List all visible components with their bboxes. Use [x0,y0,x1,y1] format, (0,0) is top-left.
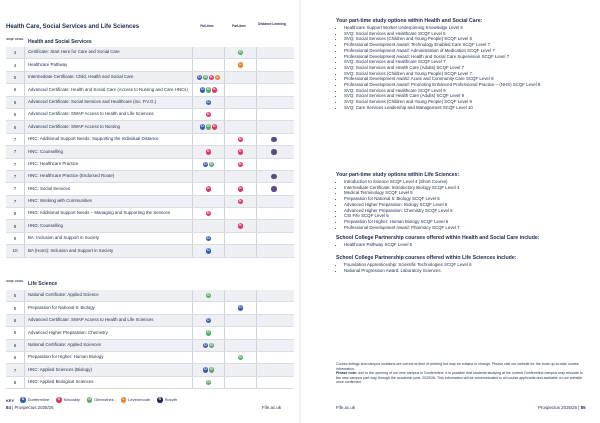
campus-dot-icon: D [201,124,204,129]
full-time-cell [192,171,224,182]
campus-dot-icon: G [88,397,91,402]
footer-separator: | [578,405,581,410]
table-row [6,327,294,339]
table-row [6,352,294,364]
scqf-level: 7 [6,159,25,170]
full-time-cell [192,59,224,70]
course-name: National Certificate: Applied Science [28,292,99,298]
campus-dot-icon: D [204,367,207,372]
course-name: Advanced Higher Preparation: Chemistry [28,329,108,335]
list-item: • Introduction to Science SCQF Level 4 (Short Course) [344,179,586,185]
scqf-level-label: SCQF LEVEL [6,279,24,283]
campus-dot-icon: G [207,292,210,297]
scqf-level: 5 [6,290,25,301]
key-item [121,397,150,402]
list-item: • SVQ: Social Services and Health Care (Adults) SCQF Level 9 [344,93,586,99]
campus-dot-icon: D [207,99,210,104]
distance-cell [256,233,291,244]
key-item [56,397,80,402]
distance-cell [256,364,291,375]
scqf-level: 7 [6,134,25,145]
table-row [6,245,294,257]
campus-dot-icon: D [207,248,210,253]
distance-cell [256,183,291,194]
table-row [6,97,294,109]
scqf-level: 8 [6,208,25,219]
table-row [6,220,294,232]
part-time-cell [224,72,256,83]
distance-cell [256,146,291,157]
distance-cell [256,109,291,120]
section-header-health [6,37,294,47]
scqf-level: 4 [6,59,25,70]
block-heading: School College Partnership courses offered within Life Sciences include: [336,255,517,261]
full-time-cell [192,340,224,351]
distance-cell [256,196,291,207]
part-time-cell [224,183,256,194]
list-item: • SVQ: Social Services and Healthcare SCQF Level 9 [344,88,586,94]
full-time-cell [192,196,224,207]
table-row [6,290,294,302]
course-name: Preparation for Higher: Human Biology [28,354,104,360]
section-header-life-science [6,279,294,289]
part-time-cell [224,352,256,363]
footer-prospectus: Prospectus 2025/26 [14,405,54,410]
campus-dot-icon [271,186,276,191]
campus-dot-icon: D [207,235,210,240]
campus-dot-icon: K [207,149,210,154]
distance-cell [256,340,291,351]
block-life-sciences-part-time [336,172,586,230]
table-row [6,183,294,195]
list-item: • Professional Development Award: Technology Enabled Care SCQF Level 7 [344,42,586,48]
course-name: HND: Additional Support Needs – Managing and Supporting the Services [28,210,171,216]
key-item [20,397,49,402]
footer-prospectus: Prospectus 2025/26 [538,405,578,410]
left-page [0,0,298,423]
course-name: Certificate: Start Here for Care and Social Care [28,49,120,55]
course-name: Preparation for National 5: Biology [28,304,95,310]
list-item: • SVQ: Social Services and Health Care (Adults) SCQF Level 7 [344,65,586,71]
scqf-level: 7 [6,183,25,194]
block-scp-health [336,235,586,248]
campus-dot-icon: G [210,161,213,166]
list-item: • SVQ: Care Services Leadership and Management SCQF Level 10 [344,105,586,111]
campus-dot-icon: R [158,397,162,402]
full-time-cell [192,134,224,145]
key-title: KEY [6,397,15,403]
table-row [6,315,294,327]
full-time-cell [192,109,224,120]
part-time-cell [224,233,256,244]
campus-dot-icon: K [210,74,213,79]
distance-cell [256,220,291,231]
distance-cell [256,97,291,108]
table-row [6,134,294,146]
full-time-cell [192,220,224,231]
campus-dot-icon: K [239,186,242,191]
table-row [6,109,294,121]
footer-right [538,405,586,415]
key-label: Kirkcaldy [63,397,80,403]
list-item: • Advanced Higher Preparation: Chemistry SCQF Level 6 [344,208,586,214]
list-item: • Professional Development Award: Health and Social Care Supervision SCQF Level 7 [344,54,586,60]
scqf-level-label: SCQF LEVEL [6,37,24,41]
course-name: HND: Counselling [28,222,63,228]
list-item: • Foundation Apprenticeship: Scientific Technologies SCQF Level 6 [344,262,586,268]
table-row [6,72,294,84]
table-row [6,47,294,59]
scqf-level: 4 [6,47,25,58]
course-name: BA (Hons): Inclusion and Support in Society [28,247,114,253]
distance-cell [256,208,291,219]
list-item: • Advanced Higher Preparation: Biology SCQF Level 6 [344,202,586,208]
table-header [6,22,294,36]
option-list [336,25,586,111]
scqf-level: 6 [6,340,25,351]
block-heading: Your part-time study options within Life Sciences: [336,172,460,178]
distance-cell [256,315,291,326]
page-number: 84 [6,405,11,410]
note-text: Course listings and campus locations are correct at time of printing but may be subject to change. Please visit our website for the most up-to-date course information. [336,362,579,371]
footer-url-link[interactable]: Fife.ac.uk [262,405,282,410]
distance-cell [256,377,291,388]
course-name: HNC: Healthcare Practice [28,160,79,166]
column-part-time: Part-time [232,24,246,28]
scqf-level: 6 [6,315,25,326]
full-time-cell [192,121,224,132]
column-distance-learning: Distance Learning [258,22,286,26]
scqf-level: 7 [6,196,25,207]
distance-cell [256,47,291,58]
table-row [6,377,294,389]
table-row [6,233,294,245]
campus-dot-icon: G [207,87,210,92]
distance-cell [256,327,291,338]
column-full-time: Full-time [200,24,214,28]
list-item: • SVQ: Social Services (Children and Young People) SCQF Level 9 [344,99,586,105]
campus-dot-icon: D [204,161,207,166]
part-time-cell [224,146,256,157]
part-time-cell [224,290,256,301]
scqf-level: 7 [6,364,25,375]
campus-dot-icon: K [207,111,210,116]
campus-dot-icon [271,174,276,179]
course-name: Advanced Certificate: SWAP Access to Health and Life Sciences [28,111,154,117]
course-name: Advanced Certificate: Social Services and Healthcare (inc. P.V.G.) [28,98,157,104]
course-name: HNC: Counselling [28,148,63,154]
campus-dot-icon: K [239,223,242,228]
full-time-cell [192,84,224,95]
part-time-cell [224,315,256,326]
campus-dot-icon: G [210,367,213,372]
part-time-cell [224,97,256,108]
full-time-cell [192,352,224,363]
full-time-cell [192,233,224,244]
scqf-level: 6 [6,97,25,108]
table-row [6,146,294,158]
table-title: Health Care, Social Services and Life Sciences [6,24,140,30]
table-row [6,171,294,183]
part-time-cell [224,327,256,338]
campus-dot-icon: K [213,87,216,92]
key-item [157,397,177,402]
part-time-cell [224,59,256,70]
campus-dot-icon: K [207,186,210,191]
distance-cell [256,245,291,256]
table-row [6,159,294,171]
list-item: • Preparation for Higher: Human Biology SCQF Level 6 [344,219,586,225]
course-name: HNC: Social Services [28,185,70,191]
block-health-part-time [336,18,586,111]
campus-dot-icon: D [207,317,210,322]
course-name: Advanced Certificate: SWAP Access to Nursing [28,123,120,129]
full-time-cell [192,290,224,301]
part-time-cell [224,208,256,219]
campus-dot-icon: D [21,397,25,402]
scqf-level: 7 [6,171,25,182]
right-page [302,0,600,423]
course-name: HNC: Applied Sciences (Biology) [28,366,92,372]
key-item [87,397,114,402]
footer-separator: | [12,405,15,410]
campus-dot-icon: L [122,397,125,402]
course-name: National Certificate: Applied Sciences [28,341,101,347]
full-time-cell [192,97,224,108]
campus-dot-icon: K [207,211,210,216]
list-item: • SVQ: Social Services and Healthcare SCQF Level 6 [344,31,586,37]
full-time-cell [192,146,224,157]
page-number: 85 [580,405,586,410]
list-item: • Healthcare Pathway SCQF Level 5 [344,242,586,248]
full-time-cell [192,245,224,256]
distance-cell [256,290,291,301]
part-time-cell [224,377,256,388]
campus-dot-icon: G [204,74,207,79]
course-name: Intermediate Certificate: Child, Health and Social Care [28,74,134,80]
campus-dot-icon: D [201,87,204,92]
scqf-level: 6 [6,109,25,120]
option-list [336,179,586,230]
full-time-cell [192,377,224,388]
distance-cell [256,84,291,95]
distance-cell [256,134,291,145]
campus-dot-icon: K [239,149,242,154]
course-name: Advanced Certificate: SWAP Access to Health and Life Sciences [28,317,154,323]
list-item: • Medical Terminology SCQF Level 5 [344,190,586,196]
part-time-cell [224,47,256,58]
list-item: • Professional Development Award: Acute and Community Care SCQF Level 8 [344,76,586,82]
table-row [6,364,294,376]
part-time-cell [224,220,256,231]
full-time-cell [192,364,224,375]
full-time-cell [192,315,224,326]
table-row [6,302,294,314]
note-label: Please note: [336,371,358,376]
full-time-cell [192,72,224,83]
list-item: • SVQ: Social Services (Children and Young People) SCQF Level 7 [344,71,586,77]
table-row [6,121,294,133]
list-item: • Professional Development Award: Pharmacy SCQF Level 7 [344,225,586,231]
distance-cell [256,352,291,363]
part-time-cell [224,245,256,256]
page-gutter [299,0,301,423]
scqf-level: 6 [6,352,25,363]
footer-left [6,405,54,415]
table-row [6,59,294,71]
campus-dot-icon: G [207,379,210,384]
section-title: Health and Social Services [28,39,92,45]
scqf-level: 6 [6,84,25,95]
table-row [6,208,294,220]
part-time-cell [224,134,256,145]
course-name: HNC: Working with Communities [28,198,92,204]
full-time-cell [192,208,224,219]
campus-dot-icon: K [239,136,242,141]
course-name: BA: Inclusion and Support in Society [28,235,100,241]
table-row [6,196,294,208]
part-time-cell [224,84,256,95]
distance-cell [256,72,291,83]
part-time-cell [224,121,256,132]
course-name: HNC: Healthcare Practice (Endorsed Route) [28,173,115,179]
key-label: Rosyth [164,397,178,403]
scqf-level: 9 [6,233,25,244]
campus-dot-icon: G [239,354,242,359]
course-table-health [6,47,294,258]
campus-dot-icon [271,149,276,154]
list-item: • Professional Development Award: Promoting Enhanced Professional Practice – (NHS) SCQF Level 8 [344,82,586,88]
table-row [6,340,294,352]
campus-dot-icon: K [239,198,242,203]
disclaimer-note [336,362,588,385]
block-heading: School College Partnership courses offered within Health and Social Care include: [336,235,540,241]
part-time-cell [224,159,256,170]
campus-dot-icon: K [57,397,61,402]
footer-url-link[interactable]: Fife.ac.uk [336,405,356,410]
campus-dot-icon: G [210,342,213,347]
campus-dot-icon: D [198,74,201,79]
campus-dot-icon: G [207,330,210,335]
key-label: Levenmouth [128,397,151,403]
course-name: Advanced Certificate: Health and Social Care (Access to Nursing and Care HNCs) [28,86,188,92]
scqf-level: 5 [6,302,25,313]
full-time-cell [192,327,224,338]
course-name: HNC: Additional Support Needs: Supporting the Individual Distance [28,136,159,142]
campus-dot-icon: G [207,124,210,129]
campus-dot-icon: G [239,49,242,54]
part-time-cell [224,340,256,351]
list-item: • Preparation for National 5: Biology SCQF Level 5 [344,196,586,202]
course-name: HND: Applied Biological Sciences [28,379,94,385]
part-time-cell [224,302,256,313]
scqf-level: 6 [6,327,25,338]
scqf-level: 6 [6,121,25,132]
note-please [336,371,588,385]
option-list [336,242,586,248]
campus-key [6,395,294,405]
scqf-level: 5 [6,72,25,83]
scqf-level: 8 [6,377,25,388]
part-time-cell [224,171,256,182]
full-time-cell [192,47,224,58]
list-item: • National Progression Award: Laboratory Sciences [344,268,586,274]
full-time-cell [192,302,224,313]
distance-cell [256,59,291,70]
campus-dot-icon: K [239,161,242,166]
part-time-cell [224,364,256,375]
full-time-cell [192,159,224,170]
part-time-cell [224,196,256,207]
distance-cell [256,171,291,182]
distance-cell [256,159,291,170]
scqf-level: 10 [6,245,25,256]
campus-dot-icon: K [213,124,216,129]
campus-dot-icon: L [239,62,242,67]
list-item: • SVQ: Social Services (Children and Young People) SCQF Level 6 [344,36,586,42]
course-name: Healthcare Pathway [28,61,68,67]
key-label: Glenrothes [94,397,114,403]
campus-dot-icon: L [216,74,219,79]
course-table-life-science [6,290,294,389]
full-time-cell [192,183,224,194]
section-title: Life Science [28,281,58,287]
table-row [6,84,294,96]
block-scp-life-sciences [336,255,586,273]
note-body: due to the opening of our new campus in Dunfermline, it is possible that students studying at the current Dunfermline campus may relocate to the new campus part way through the academic year, 2025/26. This information will be communicated to all course applicants and available on our website once confirmed. [336,371,583,385]
campus-dot-icon: D [204,342,207,347]
list-item: • CSI Fife SCQF Level 6 [344,213,586,219]
scqf-level: 8 [6,220,25,231]
option-list [336,262,586,273]
list-item: • SVQ: Social Services and Healthcare SCQF Level 7 [344,59,586,65]
distance-cell [256,302,291,313]
list-item: • Professional Development Award: Administration of Medication SCQF Level 7 [344,48,586,54]
list-item: • Intermediate Certificate: Introductory Biology SCQF Level 4 [344,185,586,191]
scqf-level: 7 [6,146,25,157]
campus-dot-icon [271,137,276,142]
part-time-cell [224,109,256,120]
key-label: Dunfermline [27,397,50,403]
block-heading: Your part-time study options within Health and Social Care: [336,18,483,24]
campus-dot-icon: D [239,305,242,310]
distance-cell [256,121,291,132]
list-item: • Healthcare Support Worker Underpinning Knowledge Level 5 [344,25,586,31]
